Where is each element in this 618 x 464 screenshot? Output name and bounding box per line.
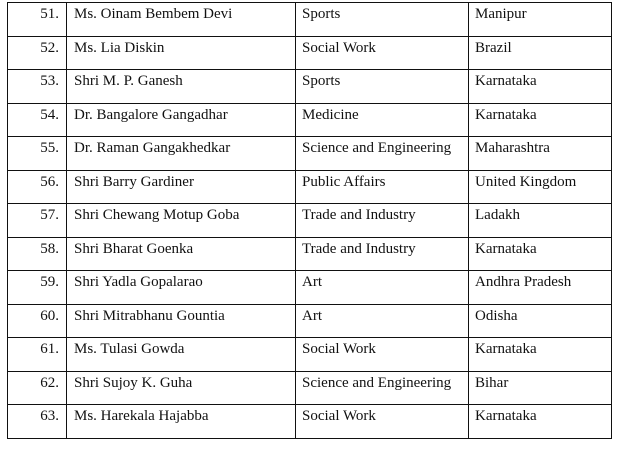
serial-number-cell — [8, 271, 67, 305]
serial-number-cell — [8, 304, 67, 338]
awardee-name-text: Ms. Harekala Hajabba — [74, 408, 209, 424]
awardee-name-cell — [67, 271, 296, 305]
field-cell — [296, 170, 469, 204]
state-country-cell — [469, 304, 612, 338]
serial-number-text: 51. — [40, 6, 59, 22]
table-row — [8, 271, 612, 305]
serial-number-text: 58. — [40, 240, 59, 257]
state-country-text: United Kingdom — [475, 173, 577, 190]
state-country-cell — [469, 204, 612, 238]
field-cell — [296, 237, 469, 271]
table-row — [8, 170, 612, 204]
awardee-name-text: Shri Yadla Gopalarao — [74, 274, 203, 290]
field-text: Public Affairs — [302, 173, 386, 190]
field-text: Trade and Industry — [302, 240, 416, 257]
awardee-name-cell — [67, 304, 296, 338]
awardee-name-text: Shri Bharat Goenka — [74, 240, 194, 257]
awardee-name-cell — [67, 36, 296, 70]
field-text: Art — [302, 274, 322, 290]
awardees-table — [7, 2, 612, 439]
awardee-name-text: Dr. Raman Gangakhedkar — [74, 140, 231, 156]
table-row — [8, 304, 612, 338]
state-country-text: Bihar — [475, 374, 509, 391]
field-cell — [296, 371, 469, 405]
awardee-name-cell — [67, 103, 296, 137]
state-country-text: Karnataka — [475, 341, 537, 357]
state-country-text: Maharashtra — [475, 140, 550, 156]
table-row — [8, 70, 612, 104]
state-country-cell — [469, 36, 612, 70]
field-cell — [296, 70, 469, 104]
awardee-name-text: Shri M. P. Ganesh — [74, 73, 183, 89]
serial-number-cell — [8, 137, 67, 171]
awardee-name-text: Ms. Oinam Bembem Devi — [74, 6, 233, 22]
table-row — [8, 36, 612, 70]
serial-number-text: 59. — [40, 274, 59, 290]
serial-number-cell — [8, 103, 67, 137]
serial-number-cell — [8, 3, 67, 37]
awardee-name-cell — [67, 405, 296, 439]
serial-number-cell — [8, 70, 67, 104]
table-row — [8, 137, 612, 171]
field-text: Science and Engineering — [302, 374, 452, 391]
state-country-text: Karnataka — [475, 240, 537, 257]
state-country-cell — [469, 103, 612, 137]
field-cell — [296, 338, 469, 372]
state-country-text: Karnataka — [475, 73, 537, 89]
state-country-cell — [469, 237, 612, 271]
awardee-name-text: Ms. Tulasi Gowda — [74, 341, 185, 357]
state-country-cell — [469, 271, 612, 305]
serial-number-cell — [8, 204, 67, 238]
state-country-cell — [469, 3, 612, 37]
field-text: Medicine — [302, 106, 359, 123]
field-text: Social Work — [302, 39, 376, 56]
awardee-name-text: Shri Chewang Motup Goba — [74, 207, 240, 223]
state-country-text: Ladakh — [475, 207, 520, 223]
field-text: Science and Engineering — [302, 140, 452, 156]
table-row — [8, 371, 612, 405]
serial-number-cell — [8, 405, 67, 439]
serial-number-text: 63. — [40, 408, 59, 424]
state-country-text: Andhra Pradesh — [475, 274, 572, 290]
field-text: Social Work — [302, 341, 376, 357]
awardee-name-cell — [67, 70, 296, 104]
state-country-text: Manipur — [475, 6, 527, 22]
table-row — [8, 204, 612, 238]
serial-number-text: 54. — [40, 106, 59, 123]
field-text: Sports — [302, 6, 341, 22]
awardee-name-text: Dr. Bangalore Gangadhar — [74, 106, 228, 123]
serial-number-text: 53. — [40, 73, 59, 89]
table-row — [8, 3, 612, 37]
serial-number-cell — [8, 371, 67, 405]
serial-number-cell — [8, 170, 67, 204]
field-cell — [296, 271, 469, 305]
serial-number-text: 55. — [40, 140, 59, 156]
field-cell — [296, 405, 469, 439]
table-row — [8, 237, 612, 271]
awardee-name-text: Shri Mitrabhanu Gountia — [74, 307, 225, 324]
field-text: Sports — [302, 73, 341, 89]
field-text: Trade and Industry — [302, 207, 416, 223]
serial-number-text: 60. — [40, 307, 59, 324]
state-country-cell — [469, 170, 612, 204]
serial-number-text: 61. — [40, 341, 59, 357]
field-cell — [296, 304, 469, 338]
field-text: Art — [302, 307, 322, 324]
awardee-name-text: Shri Sujoy K. Guha — [74, 374, 193, 391]
table-row — [8, 338, 612, 372]
awardee-name-text: Shri Barry Gardiner — [74, 173, 194, 190]
table-row — [8, 103, 612, 137]
state-country-cell — [469, 338, 612, 372]
field-cell — [296, 36, 469, 70]
awardee-name-cell — [67, 338, 296, 372]
state-country-cell — [469, 371, 612, 405]
serial-number-text: 57. — [40, 207, 59, 223]
field-text: Social Work — [302, 408, 376, 424]
field-cell — [296, 137, 469, 171]
field-cell — [296, 3, 469, 37]
awardee-name-cell — [67, 237, 296, 271]
field-cell — [296, 103, 469, 137]
state-country-text: Odisha — [475, 307, 518, 324]
table-row — [8, 405, 612, 439]
field-cell — [296, 204, 469, 238]
awardee-name-cell — [67, 371, 296, 405]
state-country-text: Karnataka — [475, 106, 537, 123]
awardees-table-body — [8, 3, 612, 439]
serial-number-text: 62. — [40, 374, 59, 391]
serial-number-text: 56. — [40, 173, 59, 190]
awardee-name-cell — [67, 3, 296, 37]
awardee-name-text: Ms. Lia Diskin — [74, 39, 165, 56]
state-country-text: Karnataka — [475, 408, 537, 424]
awardee-name-cell — [67, 170, 296, 204]
awardee-name-cell — [67, 137, 296, 171]
serial-number-cell — [8, 36, 67, 70]
state-country-cell — [469, 70, 612, 104]
awardee-name-cell — [67, 204, 296, 238]
state-country-text: Brazil — [475, 39, 512, 56]
serial-number-cell — [8, 338, 67, 372]
serial-number-cell — [8, 237, 67, 271]
serial-number-text: 52. — [40, 39, 59, 56]
state-country-cell — [469, 137, 612, 171]
state-country-cell — [469, 405, 612, 439]
